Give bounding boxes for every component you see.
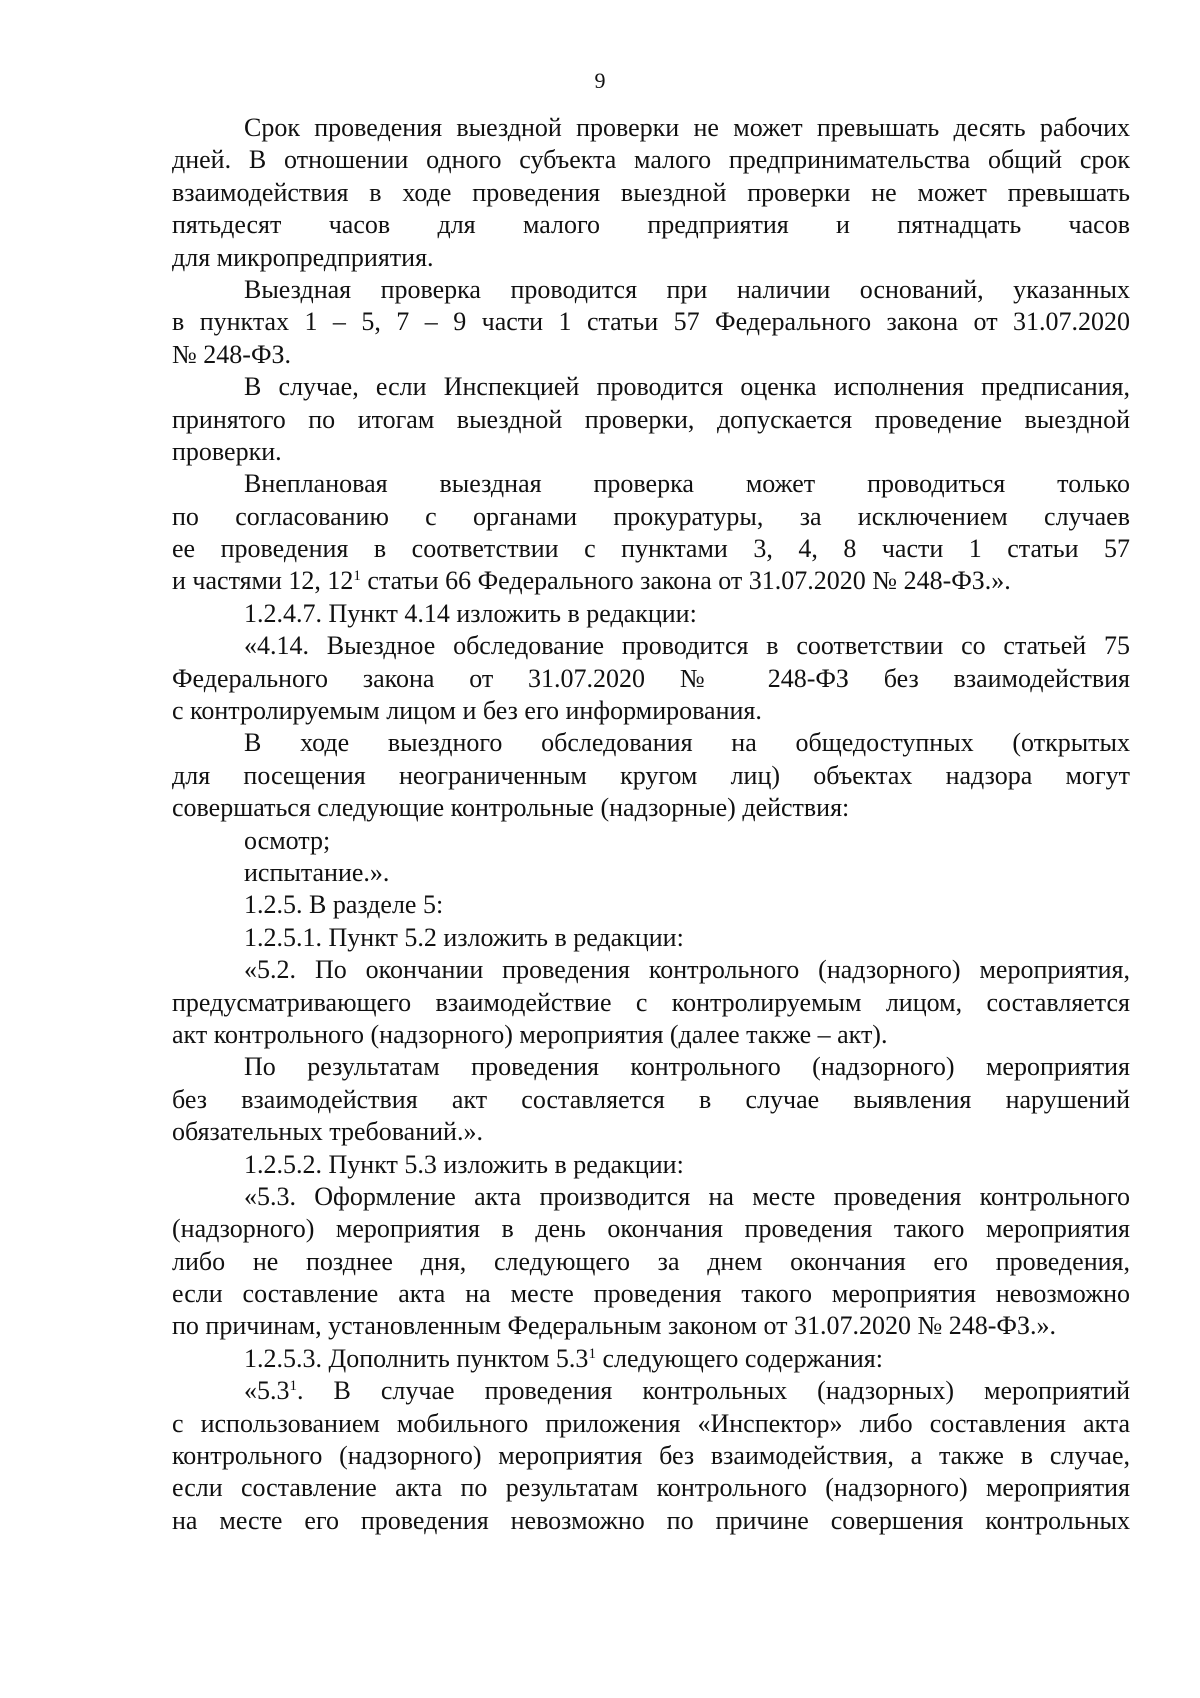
text-line [172,1246,1130,1278]
text-line [172,1505,1130,1537]
text-line [172,663,1130,695]
line-text: Федерального закона от 31.07.2020 № 248-ФЗ без взаимодействия [172,663,1130,693]
line-text: 1.2.5.3. Дополнить пунктом 5.3 [244,1343,589,1373]
line-text: для микропредприятия. [172,242,434,272]
text-line [172,760,1130,792]
text-line [172,1472,1130,1504]
text-line [172,1084,1130,1116]
text-line [172,242,1130,274]
line-text: если составление акта на месте проведения такого мероприятия невозможно [172,1279,1130,1309]
line-text: испытание.». [244,857,390,887]
line-text: «4.14. Выездное обследование проводится в соответствии со статьей 75 [244,631,1130,661]
line-text: в пунктах 1 – 5, 7 – 9 части 1 статьи 57 Федерального закона от 31.07.2020 [172,307,1130,337]
text-line [172,922,1130,954]
text-line [172,727,1130,759]
text-line [172,209,1130,241]
line-text: если составление акта по результатам контрольного (надзорного) мероприятия [172,1473,1130,1503]
text-line [172,598,1130,630]
line-text: дней. В отношении одного субъекта малого предпринимательства общий срок [172,145,1130,175]
line-text: взаимодействия в ходе проведения выездной проверки не может превышать [172,177,1130,207]
line-text: проверки. [172,436,282,466]
line-text: совершаться следующие контрольные (надзорные) действия: [172,793,850,823]
text-line [172,889,1130,921]
text-line [172,695,1130,727]
text-line [172,274,1130,306]
line-text: без взаимодействия акт составляется в случае выявления нарушений [172,1084,1130,1114]
line-text: По результатам проведения контрольного (надзорного) мероприятия [244,1052,1130,1082]
line-text: Срок проведения выездной проверки не может превышать десять рабочих [244,113,1130,142]
line-text: либо не позднее дня, следующего за днем окончания его проведения, [172,1246,1130,1276]
text-line [172,1019,1130,1051]
line-text: В случае, если Инспекцией проводится оценка исполнения предписания, [244,372,1130,402]
line-text: акт контрольного (надзорного) мероприятия (далее также – акт). [172,1019,888,1049]
text-line [172,339,1130,371]
text-line [172,1440,1130,1472]
text-line [172,501,1130,533]
line-text: 1.2.5.1. Пункт 5.2 изложить в редакции: [244,922,684,952]
line-text: с контролируемым лицом и без его информирования. [172,696,762,726]
text-line [172,533,1130,565]
text-line [172,1213,1130,1245]
line-text: пятьдесят часов для малого предприятия и пятнадцать часов [172,210,1130,240]
superscript: 1 [289,1378,297,1395]
text-line [172,1310,1130,1342]
line-text: В ходе выездного обследования на общедоступных (открытых [244,728,1130,758]
text-line [172,1116,1130,1148]
line-text: по причинам, установленным Федеральным законом от 31.07.2020 № 248-ФЗ.». [172,1311,1056,1341]
text-line [172,1278,1130,1310]
line-text: 1.2.5. В разделе 5: [244,890,444,920]
line-text: «5.3 [244,1376,290,1406]
line-text: с использованием мобильного приложения «Инспектор» либо составления акта [172,1408,1130,1438]
text-line [172,436,1130,468]
text-line [172,1051,1130,1083]
line-text: для посещения неограниченным кругом лиц) объектах надзора могут [172,760,1130,790]
text-line [172,371,1130,403]
text-line [172,857,1130,889]
line-text: 1.2.5.2. Пункт 5.3 изложить в редакции: [244,1149,684,1179]
text-line [172,792,1130,824]
line-text: ее проведения в соответствии с пунктами 3, 4, 8 части 1 статьи 57 [172,534,1130,564]
text-line [172,630,1130,662]
line-text: Выездная проверка проводится при наличии оснований, указанных [244,274,1130,304]
text-line [172,954,1130,986]
text-line [172,565,1130,597]
text-line [172,112,1130,144]
line-text: принятого по итогам выездной проверки, допускается проведение выездной [172,404,1130,434]
text-line [172,177,1130,209]
line-text-continued: . В случае проведения контрольных (надзорных) мероприятий [297,1376,1130,1406]
document-body [172,112,1130,1537]
page-number: 9 [594,68,606,93]
line-text: обязательных требований.». [172,1117,483,1147]
line-text: Внеплановая выездная проверка может проводиться только [244,469,1130,499]
line-text: «5.2. По окончании проведения контрольного (надзорного) мероприятия, [244,955,1130,985]
text-line [172,404,1130,436]
text-line [172,144,1130,176]
text-line [172,306,1130,338]
text-line [172,1408,1130,1440]
line-text: предусматривающего взаимодействие с контролируемым лицом, составляется [172,987,1130,1017]
line-text: 1.2.4.7. Пункт 4.14 изложить в редакции: [244,598,697,628]
text-line [172,1375,1130,1407]
line-text: и частями 12, 12 [172,566,354,596]
line-text: на месте его проведения невозможно по причине совершения контрольных [172,1505,1130,1535]
text-line [172,1149,1130,1181]
line-text: № 248-ФЗ. [172,339,292,369]
text-line [172,987,1130,1019]
text-line [172,468,1130,500]
superscript: 1 [588,1345,596,1362]
line-text: осмотр; [244,825,331,855]
line-text: «5.3. Оформление акта производится на месте проведения контрольного [244,1181,1130,1211]
line-text-continued: следующего содержания: [595,1343,883,1373]
text-line [172,825,1130,857]
line-text: контрольного (надзорного) мероприятия без взаимодействия, а также в случае, [172,1441,1130,1471]
line-text: по согласованию с органами прокуратуры, за исключением случаев [172,501,1130,531]
line-text-continued: статьи 66 Федерального закона от 31.07.2020 № 248-ФЗ.». [360,566,1011,596]
text-line [172,1343,1130,1375]
text-line [172,1181,1130,1213]
superscript: 1 [353,568,361,585]
line-text: (надзорного) мероприятия в день окончания проведения такого мероприятия [172,1214,1130,1244]
